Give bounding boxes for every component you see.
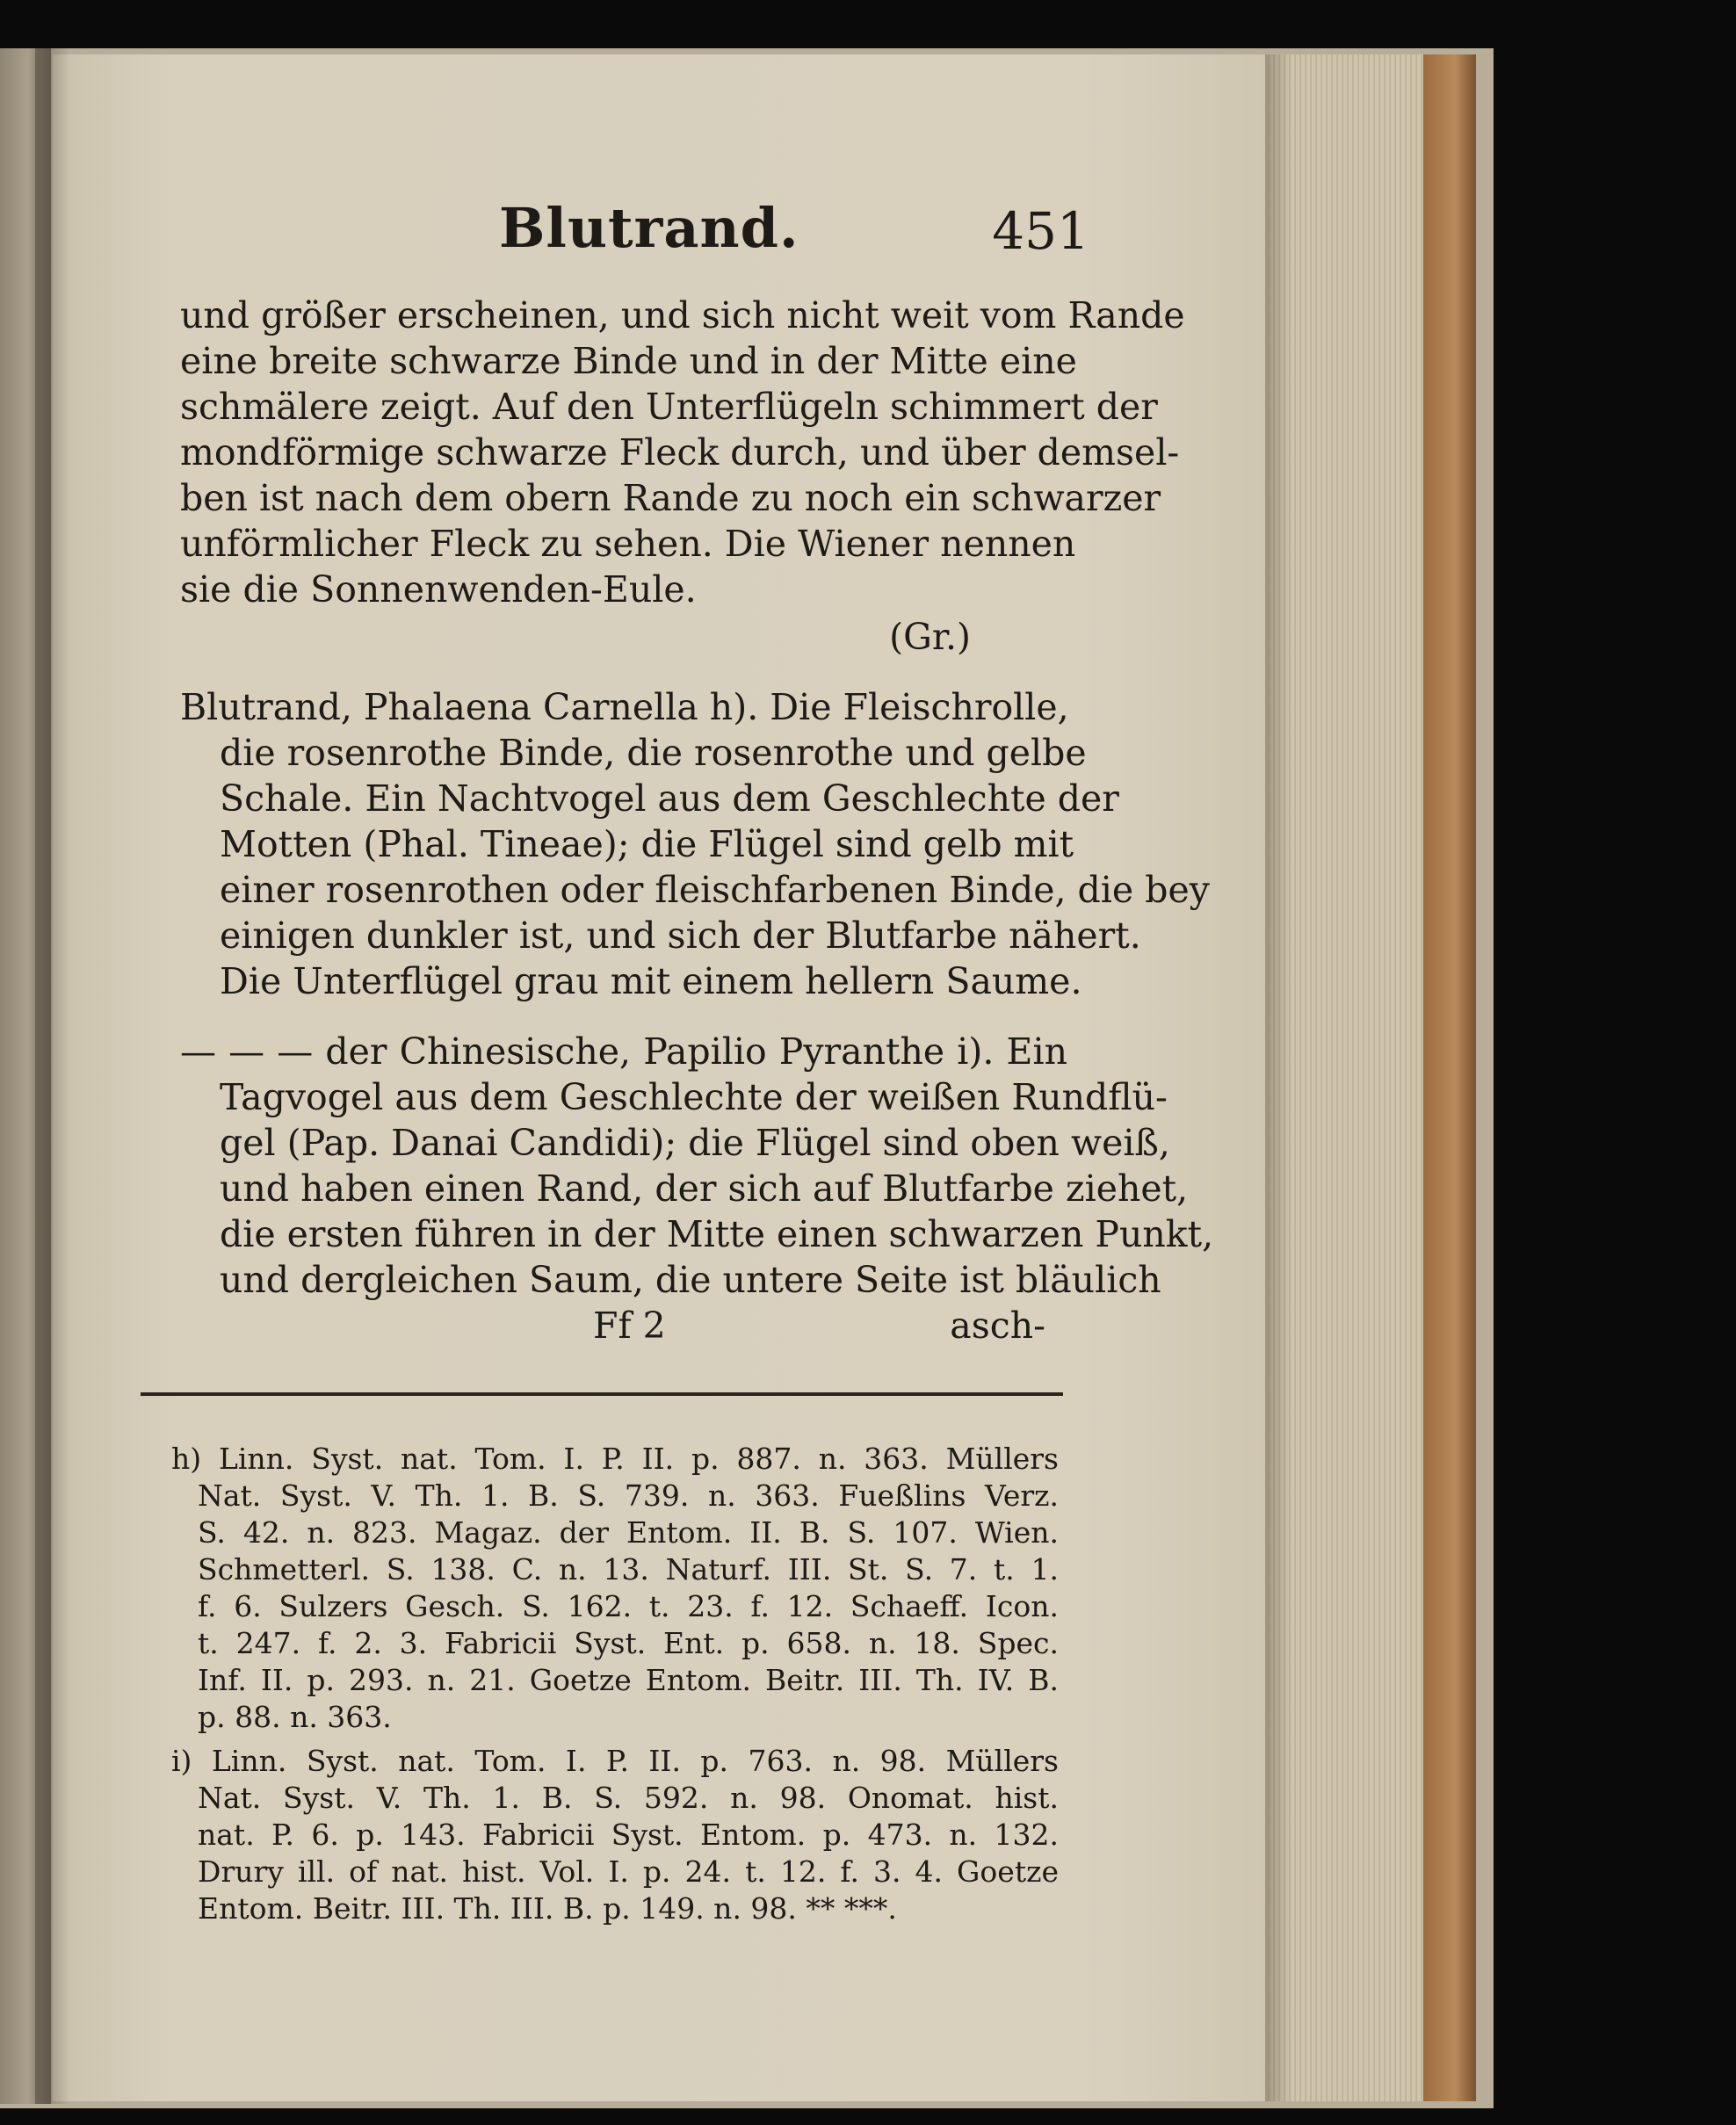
footnote-line: S. 42. n. 823. Magaz. der Entom. II. B. S. 107. Wien. [198, 1515, 1059, 1550]
paragraph-sonnenwenden-eule [180, 293, 1185, 660]
footnotes [171, 1441, 1059, 1927]
footnote-line: Schmetterl. S. 138. C. n. 13. Naturf. III. St. S. 7. t. 1. [198, 1552, 1059, 1587]
entry-blutrand [180, 684, 1210, 1004]
footnote-line: Drury ill. of nat. hist. Vol. I. p. 24. t. 12. f. 3. 4. Goetze [198, 1854, 1059, 1889]
running-head: Blutrand. [499, 196, 799, 260]
footnote-line: Entom. Beitr. III. Th. III. B. p. 149. n. 98. ** ***. [198, 1891, 897, 1926]
page-header [176, 189, 1089, 268]
footnote-h [171, 1441, 1059, 1736]
text-line: gel (Pap. Danai Candidi); die Flügel sind oben weiß, [220, 1122, 1170, 1164]
footnote-line: Inf. II. p. 293. n. 21. Goetze Entom. Beitr. III. Th. IV. B. [198, 1663, 1059, 1697]
page-gutter-shadow [35, 48, 70, 2104]
text-line: einigen dunkler ist, und sich der Blutfarbe nähert. [220, 914, 1141, 957]
footnote-rule [141, 1392, 1063, 1396]
text-line: und dergleichen Saum, die untere Seite ist bläulich [220, 1259, 1161, 1301]
paragraph-gap [180, 660, 1067, 684]
footnote-line: Nat. Syst. V. Th. 1. B. S. 739. n. 363. Fueßlins Verz. [198, 1478, 1059, 1513]
text-line: ben ist nach dem obern Rande zu noch ein schwarzer [180, 477, 1161, 519]
text-line: Blutrand, Phalaena Carnella h). Die Fleischrolle, [180, 686, 1069, 728]
footnote-line: Nat. Syst. V. Th. 1. B. S. 592. n. 98. Onomat. hist. [198, 1781, 1059, 1815]
main-text [180, 293, 1214, 1348]
footnote-line: nat. P. 6. p. 143. Fabricii Syst. Entom. p. 473. n. 132. [198, 1818, 1059, 1852]
text-line: und haben einen Rand, der sich auf Blutfarbe ziehet, [220, 1167, 1189, 1210]
text-line: Die Unterflügel grau mit einem hellern Saume. [220, 960, 1082, 1002]
footnote-line: p. 88. n. 363. [198, 1700, 392, 1734]
footnote-line: h) Linn. Syst. nat. Tom. I. P. II. p. 887. n. 363. Müllers [171, 1442, 1059, 1476]
text-line: die rosenrothe Binde, die rosenrothe und gelbe [220, 732, 1087, 774]
text-line: Schale. Ein Nachtvogel aus dem Geschlechte der [220, 777, 1119, 820]
text-line: die ersten führen in der Mitte einen schwarzen Punkt, [220, 1213, 1214, 1255]
paragraph-gap [180, 1004, 1067, 1029]
author-attribution: (Gr.) [889, 616, 971, 658]
book-cover-edge [1423, 54, 1476, 2101]
catchword: asch- [950, 1305, 1045, 1347]
text-line: — — — der Chinesische, Papilio Pyranthe i). Ein [180, 1030, 1067, 1073]
footnote-i [171, 1743, 1059, 1927]
text-line: Motten (Phal. Tineae); die Flügel sind gelb mit [220, 823, 1074, 865]
page-number: 451 [992, 201, 1089, 261]
footnote-gap [171, 1736, 1059, 1743]
page-edge-shadow [1265, 54, 1291, 2101]
text-line: unförmlicher Fleck zu sehen. Die Wiener nennen [180, 523, 1076, 565]
footnote-line: f. 6. Sulzers Gesch. S. 162. t. 23. f. 12. Schaeff. Icon. [198, 1589, 1059, 1623]
footnote-line: i) Linn. Syst. nat. Tom. I. P. II. p. 763. n. 98. Müllers [171, 1744, 1059, 1778]
text-line: schmälere zeigt. Auf den Unterflügeln schimmert der [180, 386, 1158, 428]
text-line: und größer erscheinen, und sich nicht weit vom Rande [180, 294, 1185, 336]
signature-mark: Ff 2 [593, 1305, 666, 1347]
text-line: einer rosenrothen oder fleischfarbenen Binde, die bey [220, 869, 1210, 911]
text-line: eine breite schwarze Binde und in der Mitte eine [180, 340, 1077, 382]
signature-line [180, 1303, 1067, 1348]
footnote-line: t. 247. f. 2. 3. Fabricii Syst. Ent. p. 658. n. 18. Spec. [198, 1626, 1059, 1660]
text-line: sie die Sonnenwenden-Eule. [180, 568, 697, 611]
text-line: Tagvogel aus dem Geschlechte der weißen Rundflü- [220, 1076, 1168, 1118]
entry-chinesische [180, 1029, 1214, 1348]
text-line: mondförmige schwarze Fleck durch, und über demsel- [180, 431, 1180, 473]
